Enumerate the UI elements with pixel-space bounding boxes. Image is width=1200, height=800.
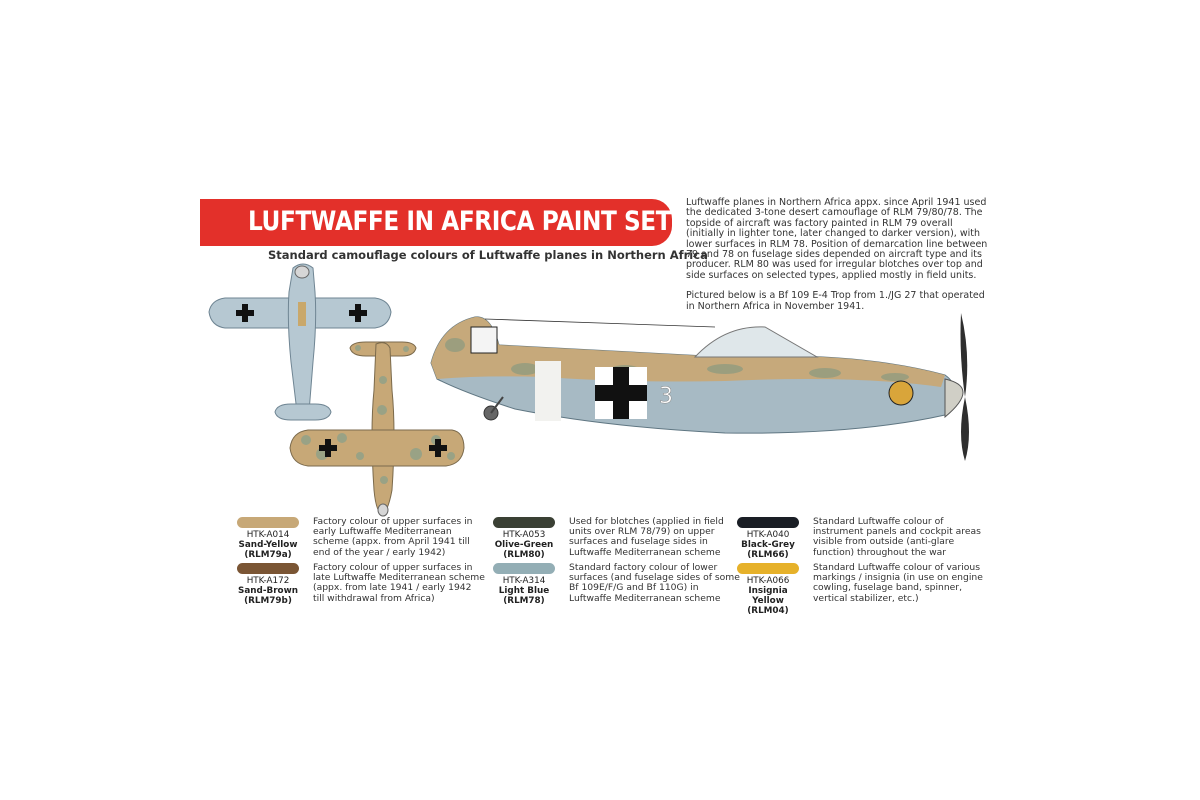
paint-name: Black-Grey <box>741 540 795 550</box>
page-title: LUFTWAFFE IN AFRICA PAINT SET <box>248 206 672 237</box>
intro-paragraph-1: Luftwaffe planes in Northern Africa appx. since April 1941 used the dedicated 3-tone desert camouflage of RLM 79/80/78. The topside of aircraft was factory painted in RLM 79 overall (initially in lighter tone, later changed to darker version), with lower surfaces in RLM 78. Position of demarcation line between 79 and 78 on fuselage sides depended on aircraft type and its producer. RLM 80 was used for irregular blotches over top and side surfaces on selected types, applied mostly in field units. <box>686 197 988 281</box>
paint-code: HTK-A172 <box>246 576 290 586</box>
color-swatch <box>493 517 555 528</box>
color-swatch <box>237 563 299 574</box>
aircraft-code-number: 3 <box>659 384 673 409</box>
paint-rlm: (RLM79a) <box>244 550 292 560</box>
paint-item-light-blue <box>493 563 743 655</box>
paint-code: HTK-A066 <box>746 576 790 586</box>
color-swatch <box>237 517 299 528</box>
color-swatch <box>737 563 799 574</box>
paint-code: HTK-A053 <box>502 530 546 540</box>
color-swatch <box>493 563 555 574</box>
paint-name: Sand-Yellow <box>238 540 298 550</box>
paint-code: HTK-A014 <box>246 530 290 540</box>
paint-code: HTK-A040 <box>746 530 790 540</box>
paint-description: Factory colour of upper surfaces in early Luftwaffe Mediterranean scheme (appx. from April 1941 till end of the year / early 1942) <box>313 516 473 558</box>
paint-description: Standard Luftwaffe colour of instrument panels and cockpit areas visible from outside (anti-glare function) throughout the war <box>813 516 981 558</box>
page-subtitle: Standard camouflage colours of Luftwaffe planes in Northern Africa <box>268 248 708 262</box>
paint-description: Used for blotches (applied in field units over RLM 78/79) on upper surfaces and fuselage sides in Luftwaffe Mediterranean scheme <box>569 516 724 558</box>
paint-description: Standard factory colour of lower surfaces (and fuselage sides of some Bf 109E/F/G and Bf 110G) in Luftwaffe Mediterranean scheme <box>569 562 740 604</box>
paint-description: Factory colour of upper surfaces in late Luftwaffe Mediterranean scheme (appx. from late 1941 / early 1942 till withdrawal from Africa) <box>313 562 485 604</box>
paint-item-sand-brown <box>237 563 487 655</box>
paint-name: Sand-Brown <box>238 586 298 596</box>
color-swatch <box>737 517 799 528</box>
paint-rlm: (RLM80) <box>503 550 545 560</box>
intro-paragraph-2: Pictured below is a Bf 109 E-4 Trop from 1./JG 27 that operated in Northern Africa in November 1941. <box>686 290 985 312</box>
paint-rlm: (RLM66) <box>747 550 789 560</box>
paint-item-insignia-yellow <box>737 563 987 655</box>
paint-name: Light Blue <box>498 586 550 596</box>
aircraft-side-view <box>425 305 995 465</box>
paint-rlm: (RLM79b) <box>244 596 292 606</box>
paint-description: Standard Luftwaffe colour of various markings / insignia (in use on engine cowling, fuselage band, spinner, vertical stabilizer, etc.) <box>813 562 983 604</box>
paint-name: Olive-Green <box>494 540 554 550</box>
paint-rlm: (RLM04) <box>747 606 789 616</box>
paint-name: Insignia Yellow <box>748 586 788 606</box>
intro-text <box>686 198 992 322</box>
paint-rlm: (RLM78) <box>503 596 545 606</box>
paint-code: HTK-A314 <box>502 576 546 586</box>
